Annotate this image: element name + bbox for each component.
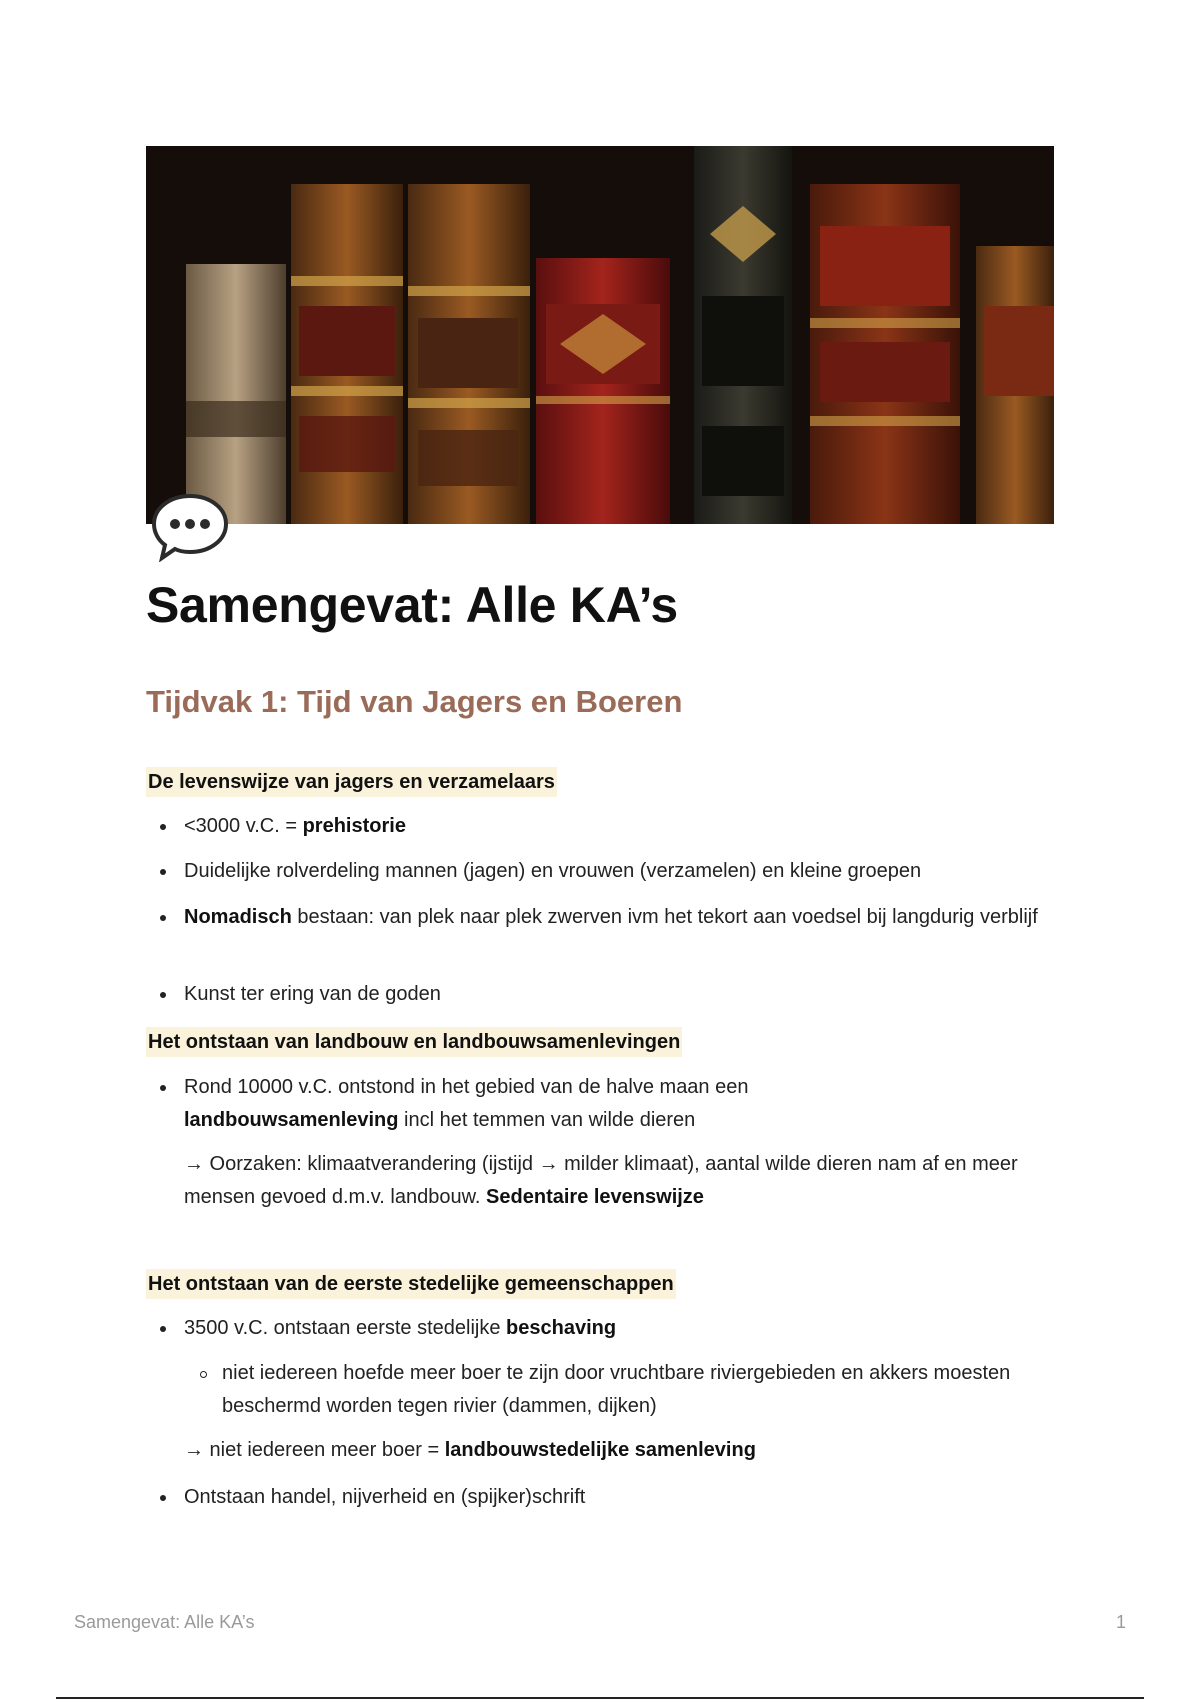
sub-list-item: niet iedereen hoefde meer boer te zijn door vruchtbare riviergebieden en akkers moesten beschermd worden tegen rivier (dammen, dijken) — [222, 1357, 1012, 1423]
subheading-jagers: De levenswijze van jagers en verzamelaars — [146, 767, 557, 797]
page-title: Samengevat: Alle KA’s — [146, 577, 678, 633]
list-item: <3000 v.C. = prehistorie — [184, 810, 1064, 843]
speech-bubble-icon — [150, 490, 232, 562]
section-heading: Tijdvak 1: Tijd van Jagers en Boeren — [146, 684, 683, 719]
subheading-steden: Het ontstaan van de eerste stedelijke gemeenschappen — [146, 1269, 676, 1299]
list-item: 3500 v.C. ontstaan eerste stedelijke beschaving — [184, 1312, 1064, 1345]
cover-image — [146, 146, 1054, 524]
footer-title: Samengevat: Alle KA’s — [74, 1612, 255, 1632]
page-number: 1 — [1115, 1612, 1126, 1632]
list-item: Kunst ter ering van de goden — [184, 978, 1064, 1011]
arrow-note: → Oorzaken: klimaatverandering (ijstijd → milder klimaat), aantal wilde dieren nam af en meer mensen gevoed d.m.v. landbouw. Sedentaire levenswijze — [184, 1153, 1018, 1208]
list-item: Duidelijke rolverdeling mannen (jagen) en vrouwen (verzamelen) en kleine groepen — [184, 855, 1064, 888]
list-item: Rond 10000 v.C. ontstond in het gebied van de halve maan een landbouwsamenleving incl het temmen van wilde dieren — [184, 1071, 824, 1137]
list-item: Nomadisch bestaan: van plek naar plek zwerven ivm het tekort aan voedsel bij langdurig verblijf — [184, 901, 1064, 934]
list-item: Ontstaan handel, nijverheid en (spijker)schrift — [184, 1481, 1064, 1514]
book-spines-image — [146, 146, 1054, 524]
arrow-note: → niet iedereen meer boer = landbouwstedelijke samenleving — [184, 1439, 756, 1461]
divider — [56, 1697, 1144, 1699]
subheading-landbouw: Het ontstaan van landbouw en landbouwsamenlevingen — [146, 1027, 682, 1057]
